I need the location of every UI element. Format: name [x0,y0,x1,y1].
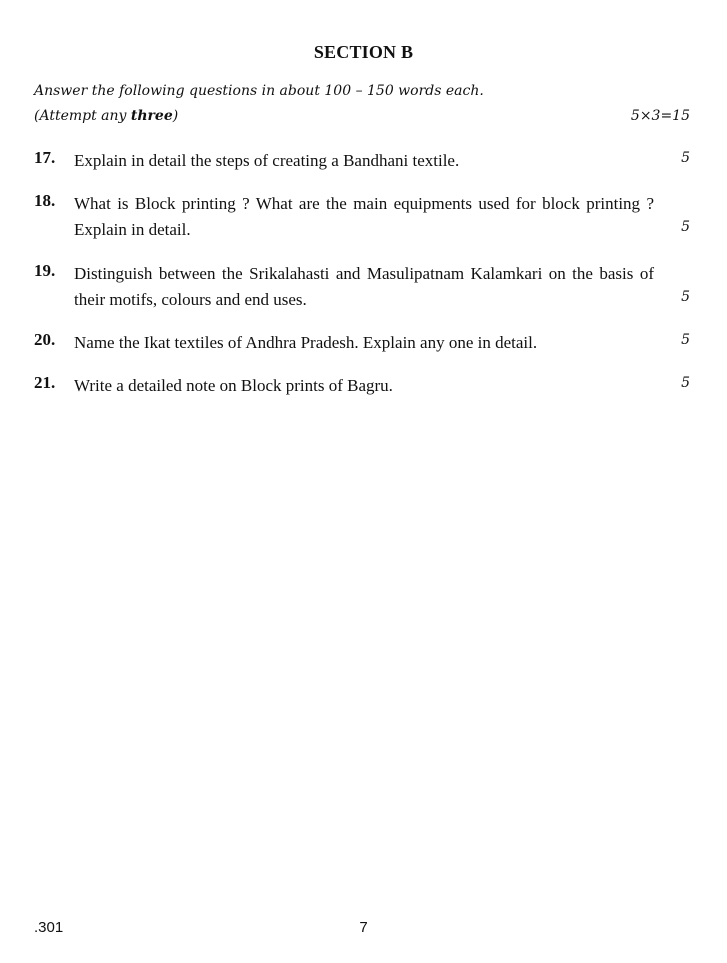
question-marks: 5 [681,375,690,391]
question-marks: 5 [681,150,690,166]
page-number: 7 [359,919,368,936]
attempt-prefix: (Attempt any [34,108,131,124]
paper-code: .301 [34,919,64,936]
question-number: 17. [34,148,56,167]
attempt-suffix: ) [172,108,179,124]
question-text: Distinguish between the Srikalahasti and Masulipatnam Kalamkari on the basis of their motifs, colours and end uses. [74,264,654,309]
question-text: Name the Ikat textiles of Andhra Pradesh. Explain any one in detail. [74,333,538,352]
attempt-count: three [130,108,173,124]
question-number: 18. [34,191,56,210]
question-text: Explain in detail the steps of creating a Bandhani textile. [74,151,460,170]
attempt-instruction [34,108,178,124]
instruction-line: Answer the following questions in about 100 – 150 words each. [34,83,484,99]
total-marks: 5×3=15 [630,108,690,124]
section-title: SECTION B [313,42,414,62]
question-marks: 5 [681,219,690,235]
question-number: 21. [34,373,56,392]
question-text: What is Block printing ? What are the main equipments used for block printing ? Explain in detail. [74,194,654,239]
question-number: 20. [34,330,56,349]
question-marks: 5 [681,332,690,348]
question-text: Write a detailed note on Block prints of Bagru. [74,376,393,395]
question-number: 19. [34,261,56,280]
question-marks: 5 [681,289,690,305]
